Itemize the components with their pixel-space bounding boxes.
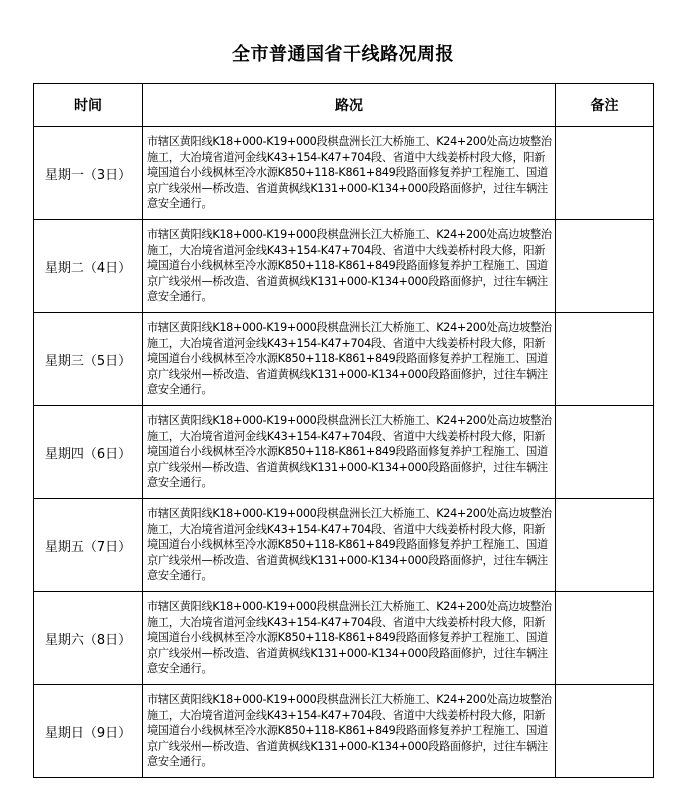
remarks-cell: [556, 313, 654, 406]
table-row: [34, 499, 654, 592]
condition-cell: 市辖区黄阳线K18+000-K19+000段棋盘洲长江大桥施工、K24+200处高边坡整治施工，大冶境省道河金线K43+154-K47+704段、省道中大线姜桥村段大修，阳新境国道台小线枫林至冷水源K850+118-K861+849段路面修复养护工程施工、国道京广线泶州—桥改造、省道黄枫线K131+000-K134+000段路面修护，过往车辆注意安全通行。: [143, 499, 556, 592]
remarks-cell: [556, 127, 654, 220]
condition-cell: 市辖区黄阳线K18+000-K19+000段棋盘洲长江大桥施工、K24+200处高边坡整治施工，大冶境省道河金线K43+154-K47+704段、省道中大线姜桥村段大修，阳新境国道台小线枫林至冷水源K850+118-K861+849段路面修复养护工程施工、国道京广线泶州—桥改造、省道黄枫线K131+000-K134+000段路面修护，过往车辆注意安全通行。: [143, 313, 556, 406]
page-title: 全市普通国省干线路况周报: [232, 44, 454, 65]
remarks-cell: [556, 406, 654, 499]
column-header-condition: 路况: [143, 84, 556, 127]
day-cell: 星期三（5日）: [34, 313, 143, 406]
day-cell: 星期二（4日）: [34, 220, 143, 313]
condition-cell: 市辖区黄阳线K18+000-K19+000段棋盘洲长江大桥施工、K24+200处高边坡整治施工，大冶境省道河金线K43+154-K47+704段、省道中大线姜桥村段大修，阳新境国道台小线枫林至冷水源K850+118-K861+849段路面修复养护工程施工、国道京广线泶州—桥改造、省道黄枫线K131+000-K134+000段路面修护，过往车辆注意安全通行。: [143, 685, 556, 778]
remarks-cell: [556, 499, 654, 592]
condition-cell: 市辖区黄阳线K18+000-K19+000段棋盘洲长江大桥施工、K24+200处高边坡整治施工，大冶境省道河金线K43+154-K47+704段、省道中大线姜桥村段大修，阳新境国道台小线枫林至冷水源K850+118-K861+849段路面修复养护工程施工、国道京广线泶州—桥改造、省道黄枫线K131+000-K134+000段路面修护，过往车辆注意安全通行。: [143, 592, 556, 685]
column-header-time: 时间: [34, 84, 143, 127]
road-condition-table: [33, 83, 654, 778]
table-row: [34, 220, 654, 313]
table-row: [34, 313, 654, 406]
column-header-remarks: 备注: [556, 84, 654, 127]
day-cell: 星期日（9日）: [34, 685, 143, 778]
remarks-cell: [556, 685, 654, 778]
table-row: [34, 592, 654, 685]
day-cell: 星期五（7日）: [34, 499, 143, 592]
day-cell: 星期四（6日）: [34, 406, 143, 499]
remarks-cell: [556, 220, 654, 313]
table-header-row: [34, 84, 654, 127]
condition-cell: 市辖区黄阳线K18+000-K19+000段棋盘洲长江大桥施工、K24+200处高边坡整治施工，大冶境省道河金线K43+154-K47+704段、省道中大线姜桥村段大修，阳新境国道台小线枫林至冷水源K850+118-K861+849段路面修复养护工程施工、国道京广线泶州—桥改造、省道黄枫线K131+000-K134+000段路面修护，过往车辆注意安全通行。: [143, 406, 556, 499]
table-row: [34, 685, 654, 778]
day-cell: 星期六（8日）: [34, 592, 143, 685]
remarks-cell: [556, 592, 654, 685]
condition-cell: 市辖区黄阳线K18+000-K19+000段棋盘洲长江大桥施工、K24+200处高边坡整治施工，大冶境省道河金线K43+154-K47+704段、省道中大线姜桥村段大修，阳新境国道台小线枫林至冷水源K850+118-K861+849段路面修复养护工程施工、国道京广线泶州—桥改造、省道黄枫线K131+000-K134+000段路面修护，过往车辆注意安全通行。: [143, 127, 556, 220]
day-cell: 星期一（3日）: [34, 127, 143, 220]
condition-cell: 市辖区黄阳线K18+000-K19+000段棋盘洲长江大桥施工、K24+200处高边坡整治施工，大冶境省道河金线K43+154-K47+704段、省道中大线姜桥村段大修，阳新境国道台小线枫林至冷水源K850+118-K861+849段路面修复养护工程施工、国道京广线泶州—桥改造、省道黄枫线K131+000-K134+000段路面修护，过往车辆注意安全通行。: [143, 220, 556, 313]
table-row: [34, 127, 654, 220]
table-row: [34, 406, 654, 499]
